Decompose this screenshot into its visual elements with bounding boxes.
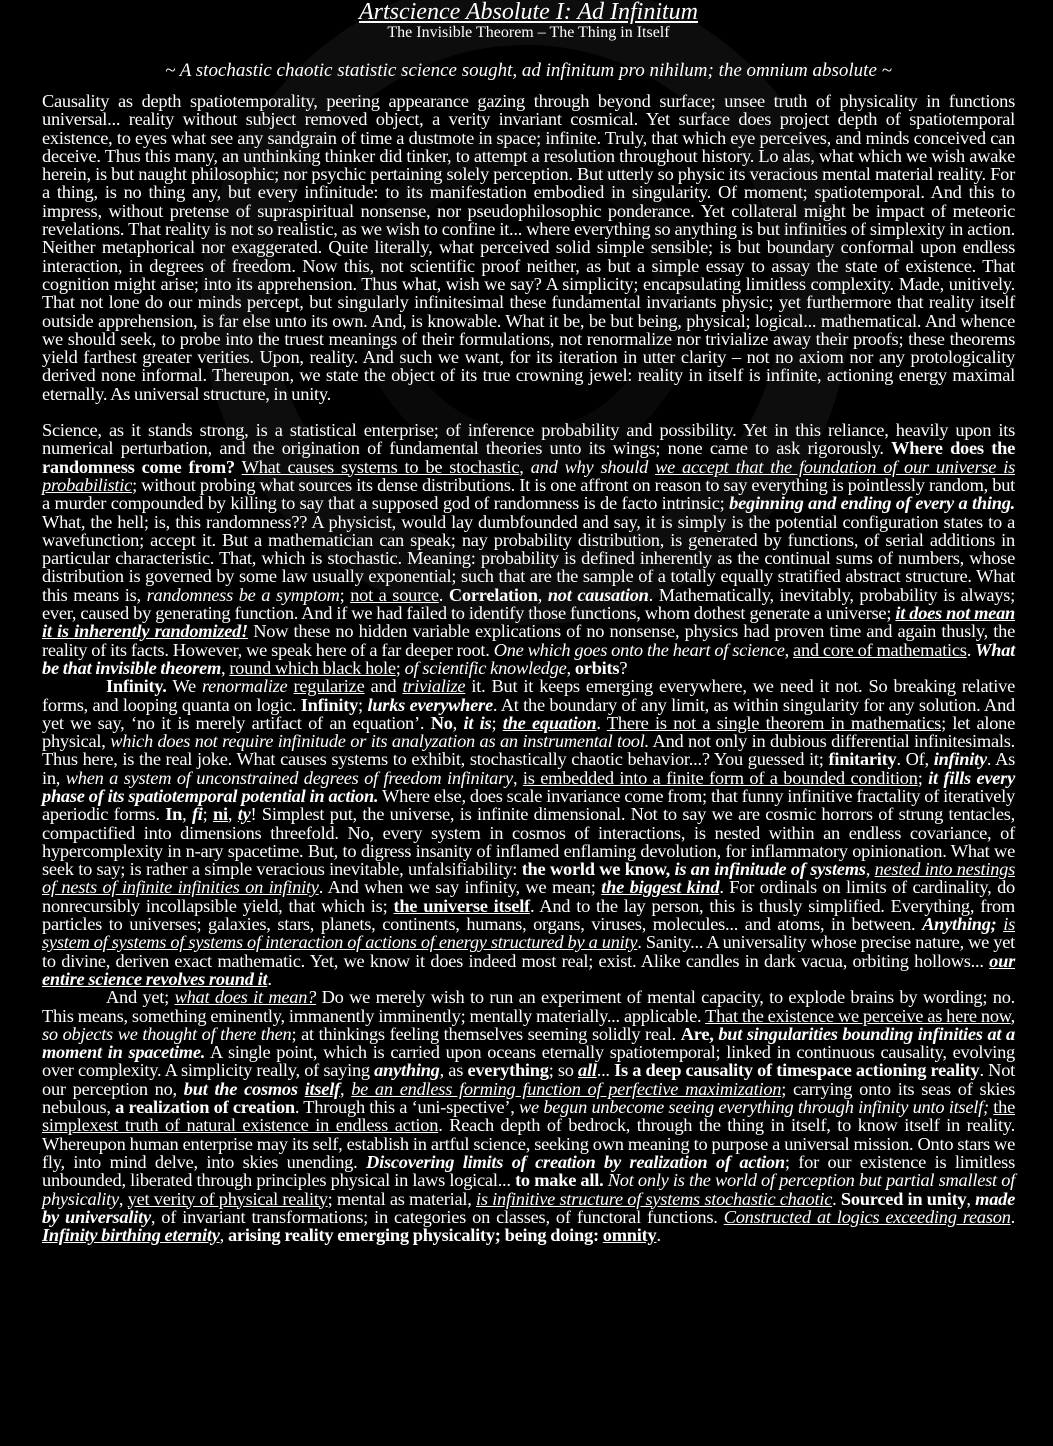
- text-run: lurks everywhere: [367, 694, 493, 715]
- text-run: Anything;: [922, 914, 997, 935]
- text-run: so objects we thought of there then: [42, 1023, 292, 1044]
- text-run: ,: [537, 584, 548, 605]
- text-run: the equation: [502, 712, 597, 733]
- text-run: of scientific knowledge: [404, 657, 567, 678]
- text-run: it. But it keeps emerging everywhere, we need it not. So breaking relative forms, and looping quanta on logic.: [42, 676, 1015, 715]
- text-run: but singularities bounding infinities at a moment in spacetime.: [42, 1023, 1015, 1063]
- text-run: Causality as depth spatiotemporality, peering appearance gazing through beyond surface; unsee truth of physicality in functions universal... reality without subject removed object, a verity invariant cosmical. Yet surface does project depth of spatiotemporal existence, to eyes what see any sandgrain of time a dustmote in space; infinite. Truly, that which eye perceives, and minds conceived can deceive. Thus this many, an unthinking thinker did tinker, to attempt a resolution throughout history. Lo alas, what which we wish awake herein, is but naught philosophic; nor psychic pertaining solely perception. But utterly so physic its veracious mental material reality. For a thing, is no thing any, but every infinitude: to its manifestation embodied in singularity. Of moment; spatiotemporal. And this to impress, without pretense of supraspiritual nonsense, nor pseudophilosophic ponderance. Yet collateral might be impact of meteoric revelations. That reality is not so realistic, as we wish to confine it... where everything so anything is but infinities of simplexity in action. Neither metaphorical nor exaggerated. Quite literally, what perceived solid simple sensible; is but boundary conformal upon endless interaction, in degrees of freedom. Now this, not scientific proof neither, as but a simple essay to assay the state of existence. That cognition might arise; into its apprehension. Thus what, wish we say? A simplicity; encapsulating limitless complexity. Made, unitively. That not lone do our minds percept, but singularly infinitesimal these fundamental invariants physic; yet furthermore that reality itself outside apprehension, is far else unto its own. And, is knowable. What it be, be but being, physical; logical... mathematical. And whence we should seek, to probe into the truest meanings of their formulations, not renormalize nor trivialize away their proofs; these theorems yield farthest greater verities. Upon, reality. And such we want, for its iteration in utter clarity – not no axiom nor any protologicality derived none informal. Thereupon, we state the object of its true crowning jewel: reality in itself is infinite, actioning energy maximal eternally. As universal structure, in unity.: [42, 91, 1015, 404]
- text-run: Science, as it stands strong, is a statistical enterprise; of inference probability and possibility. Yet in this reliance, heavily upon its numerical perturbation, and the origination of fundamental theories unto its wings; none came to ask rigorously.: [42, 420, 1015, 459]
- text-run: anything: [374, 1060, 440, 1081]
- text-run: One which goes onto the heart of science: [493, 639, 785, 660]
- text-run: Not only is the world of perception but partial smallest of physicality: [42, 1170, 1015, 1209]
- text-run: infinity: [933, 749, 987, 770]
- text-run: ,: [221, 657, 230, 678]
- text-run: . Through this a ‘uni-spective’,: [294, 1097, 520, 1118]
- text-run: ,: [219, 1225, 228, 1246]
- text-run: Infinity: [300, 694, 359, 715]
- text-run: ! Simplest put, the universe, is infinite dimensional. Not to say we are cosmic horrors of strung tentacles, compactified into dimensions threefold. No, every system in cosmos of interactions, is nested within an endless covariance, of hypercomplexity in n-ary spacetime. But, to digress insanity of inflamed enflaming devolution, for inflammatory opinionation. What we seek to say; is rather a simple veracious inevitable, unfalsifiability:: [42, 804, 1015, 880]
- text-run: We: [166, 676, 202, 697]
- text-run: And yet;: [106, 987, 175, 1008]
- text-run: the world we know,: [521, 859, 675, 880]
- text-run: No: [430, 712, 453, 733]
- text-run: we begun unbecome seeing everything through infinity unto itself;: [519, 1097, 989, 1118]
- text-run: and: [364, 676, 403, 697]
- text-run: .: [267, 968, 272, 989]
- text-run: There is not a single theorem in mathematics: [606, 712, 942, 733]
- text-run: ,: [784, 639, 794, 660]
- text-run: ,: [566, 657, 575, 678]
- text-run: . And when we say infinity, we mean;: [318, 877, 602, 898]
- text-run: but the cosmos: [183, 1078, 305, 1099]
- text-run: . Not our perception no,: [42, 1060, 1015, 1099]
- text-run: our entire science revolves round it: [42, 950, 1015, 989]
- text-run: ;: [491, 712, 503, 733]
- text-run: .: [832, 1188, 841, 1209]
- text-run: nested into nestings of nests of infinite infinities on infinity: [42, 859, 1015, 898]
- text-run: ,: [452, 712, 464, 733]
- text-run: Where else, does scale invariance come from; that funny infinitive fractality of iteratively aperiodic forms.: [42, 785, 1015, 825]
- text-run: not a source: [350, 584, 439, 605]
- text-run: ;: [917, 767, 929, 788]
- text-run: ,: [118, 1188, 128, 1209]
- text-run: ,: [519, 456, 531, 477]
- text-run: ?: [619, 657, 628, 678]
- text-run: ,: [966, 1188, 976, 1209]
- text-run: and why should: [530, 456, 656, 477]
- text-run: , of invariant transformations; in categories on classes, of functoral functions.: [150, 1206, 724, 1227]
- text-run: it does not mean it is inherently randomized!: [42, 603, 1015, 642]
- text-run: . Mathematically, inevitably, probability is always; ever, caused by generating function. And if we had failed to identify those functions, whom dothest generate a universe;: [42, 584, 1016, 624]
- text-run: the simplexest truth of natural existence in endless action: [42, 1097, 1015, 1136]
- text-run: ; mental as material,: [327, 1188, 477, 1209]
- text-run: ; so: [548, 1060, 579, 1081]
- text-run: .: [966, 639, 976, 660]
- text-run: is an infinitude of systems: [674, 859, 866, 880]
- text-run: . Sanity... A universality whose precise nature, we yet to divine, deriven exact mathematic. Yet, we know it does indeed most real; exist. Alike candles in dark vacua, orbiting hollows...: [42, 932, 1015, 971]
- epigraph: ~ A stochastic chaotic statistic science sought, ad infinitum pro nihilum; the omnium absolute ~: [165, 60, 892, 81]
- text-run: ty: [237, 804, 251, 825]
- text-run: itself: [304, 1078, 340, 1099]
- text-run: Where does the randomness come from?: [42, 438, 1015, 477]
- document-title: Artscience Absolute I: Ad Infinitum: [358, 0, 699, 25]
- text-run: . At the boundary of any limit, as within singularity for any solution. And yet we say, ‘no it is merely artifact of an equation’.: [42, 694, 1015, 733]
- text-run: Infinity.: [106, 676, 167, 697]
- paragraph-4: [42, 988, 1015, 1244]
- text-run: renormalize: [201, 676, 288, 697]
- text-run: What causes systems to be stochastic: [241, 456, 520, 477]
- text-run: And not only in dubious differential infinitesimals. Thus here, is the real joke. What causes systems to exhibit, stochastically chaotic behavior...? You guessed it;: [42, 731, 1015, 770]
- text-run: ;: [339, 584, 351, 605]
- text-run: arising reality emerging physicality; being doing:: [227, 1225, 603, 1246]
- text-run: Now these no hidden variable explications of no nonsense, physics had proven time and again thusly, the reality of its facts. However, we speak here of a far deeper root.: [42, 621, 1016, 660]
- paragraph-1: [42, 92, 1015, 403]
- text-run: fi: [191, 804, 203, 825]
- text-run: ni: [213, 804, 228, 825]
- text-run: when a system of unconstrained degrees of freedom infinitary: [65, 767, 513, 788]
- text-run: is system of systems of systems of interaction of actions of energy structured by a unity: [42, 914, 1015, 953]
- text-run: yet verity of physical reality: [127, 1188, 328, 1209]
- text-run: ,: [227, 804, 238, 825]
- text-run: ; for our existence is limitless unbounded, liberated through principles physical in laws logical...: [42, 1151, 1015, 1191]
- text-run: Do we merely wish to run an experiment of mental capacity, to explode brains by wording; no. This means, something eminently, immanently imminently; mentally materially... applicable.: [42, 987, 1015, 1026]
- text-run: ; at thinkings feeling themselves seeming solidly real.: [291, 1023, 681, 1044]
- text-run: Sourced in unity: [840, 1188, 967, 1209]
- text-run: . For ordinals on limits of cardinality, do nonrecursibly incollapsible yield, that which is;: [42, 877, 1015, 916]
- text-run: ,: [865, 859, 875, 880]
- text-run: what does it mean?: [174, 987, 317, 1008]
- text-run: . Reach depth of bedrock, through the thing in itself, to know itself in reality. Whereupon human enterprise may its self, establish in artful science, seeking own meaning to purpose a universal mission. Onto stars we fly, into mind delve, into skies unending.: [42, 1115, 1015, 1172]
- text-run: Is a deep causality of timespace actioning reality: [614, 1060, 980, 1081]
- paragraph-3: [42, 677, 1015, 988]
- text-run: What, the hell; is, this randomness?? A physicist, would lay dumbfounded and say, it is simply is the potential configuration states to a wavefunction; accept it. But a mathematician can speak; nay probability distribution, is generated by functions, of serial additions in particular characteristic. That, which is stochastic. Meaning: probability is defined inherently as the continual sums of numbers, whose distribution is governed by some law usually exponential; such that are the sample of a totally equally stratified abstract structure. What this means is,: [42, 511, 1015, 605]
- text-run: ; let alone physical,: [42, 712, 1016, 752]
- text-run: to make all.: [515, 1170, 604, 1191]
- text-run: made by universality: [42, 1188, 1015, 1227]
- text-run: trivialize: [402, 676, 466, 697]
- text-run: orbits: [574, 657, 620, 678]
- text-run: the biggest kind: [601, 877, 720, 898]
- text-run: That the existence we perceive as here now: [705, 1005, 1011, 1026]
- text-run: . As in,: [42, 749, 1016, 788]
- text-run: .: [1010, 1206, 1015, 1227]
- text-run: is embedded into a finite form of a bounded condition: [522, 767, 918, 788]
- text-run: a realization of creation: [115, 1097, 295, 1118]
- text-run: ; carrying onto its seas of skies nebulous,: [42, 1078, 1015, 1118]
- text-run: Infinity birthing eternity: [42, 1225, 220, 1246]
- text-run: ,: [182, 804, 192, 825]
- document-page: [42, 0, 1015, 1244]
- text-run: ;: [395, 657, 405, 678]
- text-run: .: [656, 1225, 661, 1246]
- text-run: and core of mathematics: [793, 639, 967, 660]
- text-run: ,: [512, 767, 523, 788]
- text-run: ; without probing what sources its dense distributions. It is one affront on reason to say everything is pointlessly random, but a murder compounded by killing to say that a supposed god of randomness is de facto intrinsic;: [42, 474, 1015, 514]
- text-run: Correlation: [448, 584, 538, 605]
- text-run: A single point, which is carried upon oceans eternally spatiotemporal; linked in continuous causality, evolving over complexity. A simplicity really, of saying: [42, 1042, 1015, 1081]
- text-run: round which black hole: [229, 657, 396, 678]
- text-run: be an endless forming function of perfective maximization: [351, 1078, 782, 1099]
- text-run: all: [578, 1060, 597, 1081]
- text-run: .: [438, 584, 449, 605]
- text-run: omnity: [602, 1225, 657, 1246]
- text-run: ;: [358, 694, 368, 715]
- text-run: not causation: [547, 584, 649, 605]
- text-run: . And to the lay person, this is thusly simplified. Everything, from particles to universes; galaxies, stars, planets, continents, humans, organs, viruses, molecules... and atoms, in between.: [42, 895, 1015, 935]
- text-run: it is: [463, 712, 492, 733]
- text-run: Discovering limits of creation by realization of action: [366, 1151, 785, 1172]
- text-run: , as: [439, 1060, 468, 1081]
- essay-body: [42, 92, 1015, 1244]
- text-run: ,: [339, 1078, 352, 1099]
- text-run: ,: [1010, 1005, 1015, 1026]
- text-run: regularize: [293, 676, 365, 697]
- text-run: Are,: [680, 1023, 719, 1044]
- paragraph-2: [42, 421, 1015, 677]
- text-run: finitarity: [828, 749, 897, 770]
- document-subtitle: The Invisible Theorem – The Thing in Itself: [387, 24, 670, 41]
- text-run: it fills every phase of its spatiotemporal potential in action.: [42, 767, 1015, 806]
- text-run: ...: [596, 1060, 615, 1081]
- text-run: everything: [467, 1060, 549, 1081]
- text-run: .: [596, 712, 607, 733]
- text-run: which does not require infinitude or its analyzation as an instrumental tool.: [110, 731, 649, 752]
- text-run: In: [165, 804, 183, 825]
- text-run: What be that invisible theorem: [42, 639, 1016, 678]
- text-run: the universe itself: [393, 895, 530, 916]
- text-run: . Of,: [896, 749, 934, 770]
- text-run: [235, 457, 242, 477]
- text-run: ;: [202, 804, 214, 825]
- text-run: Constructed at logics exceeding reason: [723, 1206, 1011, 1227]
- text-run: beginning and ending of every a thing.: [729, 493, 1015, 514]
- text-run: randomness be a symptom: [146, 584, 340, 605]
- text-run: we accept that the foundation of our universe is probabilistic: [42, 456, 1016, 495]
- text-run: is infinitive structure of systems stochastic chaotic: [476, 1188, 833, 1209]
